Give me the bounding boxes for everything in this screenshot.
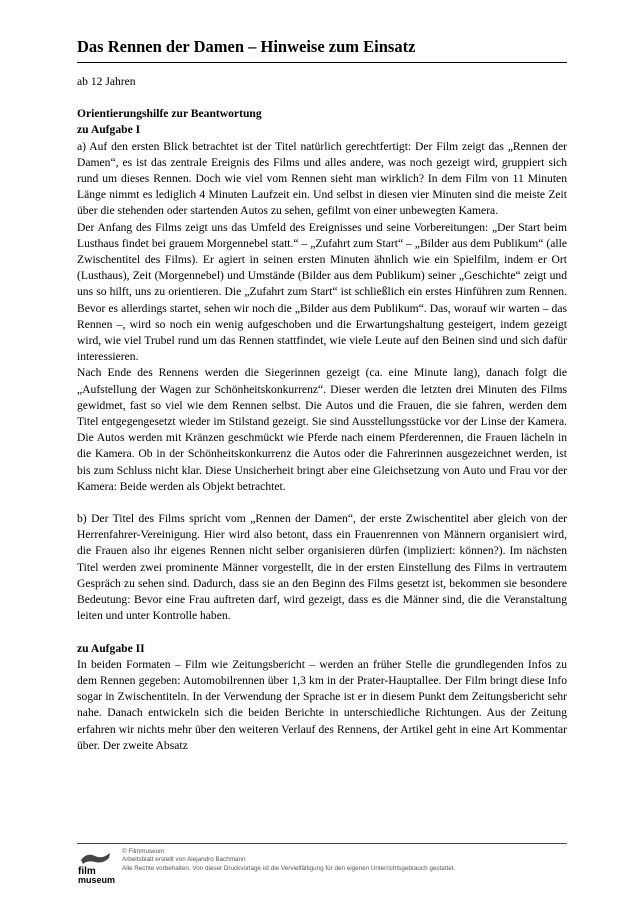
filmmuseum-logo <box>77 850 117 884</box>
task2-paragraph: In beiden Formaten – Film wie Zeitungsbericht – werden an früher Stelle die grundlegenden Infos zu dem Rennen gegeben: Automobilrennen über 1,3 km in der Prater-Hauptallee. Der Film bringt diese Info sogar in Zwischentiteln. In der Verwendung der Sprache ist er in diesem Punkt dem Zeitungsbericht sehr nahe. Danach entwickeln sich die beiden Berichte in unterschiedliche Richtungen. Aus der Zeitung erfahren wir nichts mehr über den weiteren Verlauf des Rennens, der Artikel geht in eine Art Kommentar über. Der zweite Absatz <box>77 657 567 752</box>
spacer <box>77 90 567 106</box>
logo-word-top: film <box>78 866 96 877</box>
task1-paragraph-end: Nach Ende des Rennens werden die Siegerinnen gezeigt (ca. eine Minute lang), danach folgt die „Aufstellung der Wagen zur Schönheitskonkurrenz“. Dieser werden die letzten drei Minuten des Films gewidmet, fast so viel wie dem Rennen selbst. Die Autos und die Frauen, die sie fahren, werden dem Titel entgegengesetzt wieder im Stilstand gezeigt. Sie sind Ausstellungsstücke vor der Linse der Kamera. Die Autos werden mit Kränzen geschmückt wie Pferde nach einem Pferderennen, die Frauen lächeln in die Kamera. Ob in der Schönheitskonkurrenz die Autos oder die Fahrerinnen ausgezeichnet werden, ist bis zum Schluss nicht klar. Diese Unsicherheit bringt aber eine Gleichsetzung von Auto und Frau vor der Kamera: Beide werden als Objekt betrachtet. <box>77 366 567 493</box>
header <box>77 36 567 58</box>
footer <box>77 848 567 888</box>
footer-divider <box>77 843 567 844</box>
task1-paragraph-b: b) Der Titel des Films spricht vom „Rennen der Damen“, der erste Zwischentitel aber gleich von der Herrenfahrer-Vereinigung. Hier wird also betont, dass ein Frauenrennen von Männern organisiert wird, die Frauen also ihr eigenes Rennen nicht selber organisieren dürfen (impliziert: können?). Im nächsten Titel werden zwei prominente Männer vorgestellt, die in der ersten Einstellung des Films in vertrautem Gespräch zu sehen sind. Dadurch, dass sie an den Beginn des Films gesetzt ist, bekommen sie besondere Bedeutung: Bevor eine Frau auftreten darf, wird gezeigt, dass es die Männer sind, die die Veranstaltung leiten und unter Kontrolle haben. <box>77 512 567 623</box>
filmmuseum-logo-icon <box>77 850 117 884</box>
footer-credits <box>122 848 455 873</box>
task1-paragraph-start: Der Anfang des Films zeigt uns das Umfeld des Ereignisses und seine Vorbereitungen: „Der Start beim Lusthaus findet bei grauem Morgennebel statt.“ – „Zufahrt zum Start“ – „Bilder aus dem Publikum“ (alle Zwischentitel des Films). Er agiert in seinen ersten Minuten ähnlich wie ein Spielfilm, indem er Ort (Lusthaus), Zeit (Morgennebel) und Umstände (Bilder aus dem Publikum) seiner „Geschichte“ zeigt und uns so hilft, uns zu orientieren. Die „Zufahrt zum Start“ ist schließlich ein erstes Hinführen zum Rennen. Bevor es allerdings startet, sehen wir noch die „Bilder aus dem Publikum“. Das, worauf wir warten – das Rennen –, wird so noch ein wenig aufgeschoben und die Erwartungshaltung gesteigert, indem gezeigt wird, wie viel Trubel rund um das Rennen stattfindet, wie viele Leute auf den Beinen sind und sich dafür interessieren. <box>77 220 567 364</box>
section-heading: Orientierungshilfe zur Beantwortung <box>77 107 262 121</box>
task2-heading: zu Aufgabe II <box>77 641 145 655</box>
footer-rights: Alle Rechte vorbehalten. Von dieser Druckvorlage ist die Vervielfältigung für den eigenen Unterrichtsgebrauch gestattet. <box>122 864 456 872</box>
footer-copyright: © Filmmuseum <box>122 848 165 855</box>
spacer <box>77 625 567 641</box>
logo-word-bottom: museum <box>78 875 116 884</box>
spacer <box>77 495 567 511</box>
header-divider <box>77 62 567 63</box>
main-content <box>77 72 567 754</box>
task1-heading: zu Aufgabe I <box>77 123 141 137</box>
page-title: Das Rennen der Damen – Hinweise zum Einsatz <box>77 37 416 56</box>
footer-author: Arbeitsblatt erstellt von Alejandro Bachmann <box>122 856 246 864</box>
age-recommendation: ab 12 Jahren <box>77 75 136 88</box>
task1-paragraph-a: a) Auf den ersten Blick betrachtet ist der Titel natürlich gerechtfertigt: Der Film zeigt das „Rennen der Damen“, es ist das zentrale Ereignis des Films und alles andere, was noch gezeigt wird, gruppiert sich rund um dieses Rennen. Doch wie viel vom Rennen sieht man wirklich? In dem Film von 11 Minuten Länge nimmt es lediglich 4 Minuten Laufzeit ein. Und selbst in diesen vier Minuten sind die meiste Zeit über die stehenden oder startenden Autos zu sehen, gefilmt von einer unbewegten Kamera. <box>77 139 567 218</box>
